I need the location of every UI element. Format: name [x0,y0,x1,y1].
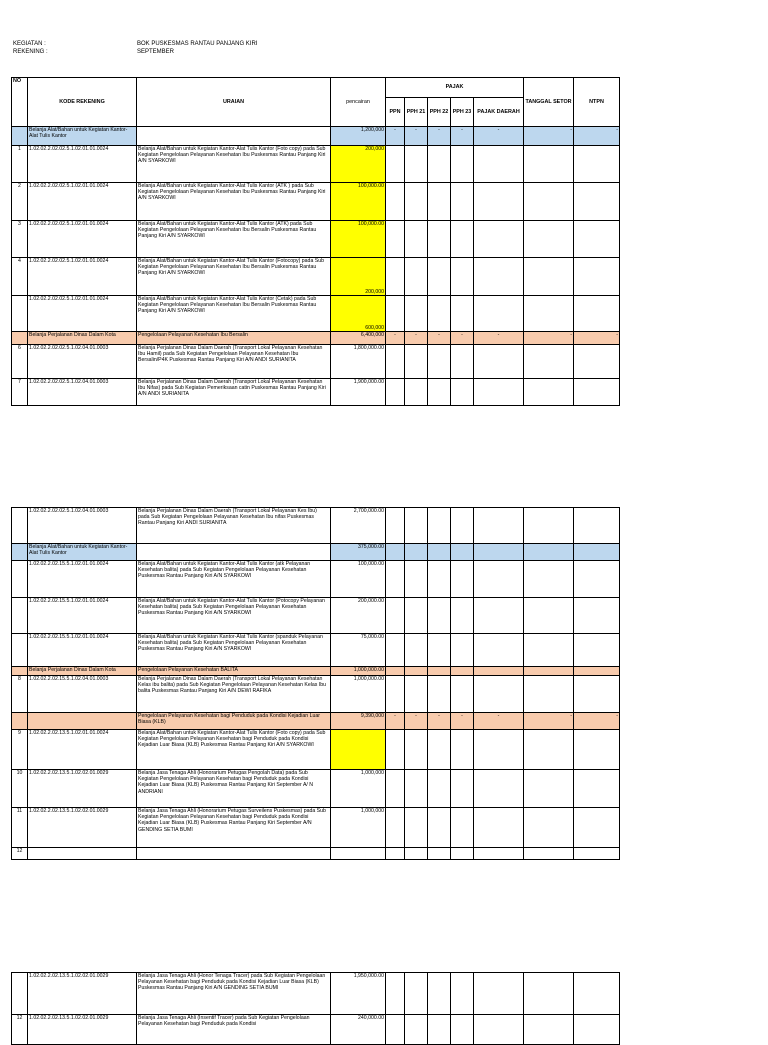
row-no [12,667,28,676]
kode-rekening: 1.02.02.2.02.13.5.1.02.01.01.0024 [28,730,137,770]
tax-cell [574,770,620,808]
row-no: 8 [12,676,28,713]
col-pencairan: pencairan [331,78,386,127]
uraian: Belanja Alat/Bahan untuk Kegiatan Kantor-Alat Tulis Kantor (Cetak) pada Sub Kegiatan Pengelolaan Pelayanan Kesehatan Ibu Bersalin Puskesmas Rantau Panjang Kiri A/N SYARKOWI [137,296,331,332]
tax-cell [386,730,405,770]
tax-cell: - [574,713,620,730]
tax-cell [474,770,524,808]
row-no: 12 [12,848,28,860]
col-pajak-daerah: PAJAK DAERAH [474,98,524,127]
tax-cell: - [574,127,620,146]
tax-cell [474,561,524,598]
spending-table-page-2 [11,507,620,860]
tax-cell [428,544,451,561]
group-total: 1,000,000.00 [331,667,386,676]
tax-cell [428,561,451,598]
group-uraian [137,127,331,146]
table-row [12,508,620,544]
tax-cell [574,379,620,406]
tax-cell [428,808,451,848]
pencairan-amount: 100,000.00 [331,183,386,221]
group-row [12,667,620,676]
pencairan-amount: 100,000.00 [331,221,386,258]
group-total: 375,000.00 [331,544,386,561]
kode-rekening: 1.02.02.2.02.02.5.1.02.04.01.0003 [28,379,137,406]
tax-cell [574,345,620,379]
row-no [12,561,28,598]
spending-table-page-1 [11,77,620,406]
table-row [12,676,620,713]
tax-cell [524,598,574,634]
tax-cell [574,221,620,258]
tax-cell [474,634,524,667]
uraian: Belanja Perjalanan Dinas Dalam Daerah (Transport Lokal Pelayanan Kesehatan Ibu Nifas) pada Sub Kegiatan Pemeriksaan catin Puskesmas Rantau Panjang Kiri A/N ANDI SURIANITA [137,379,331,406]
pencairan-amount: 1,000,000 [331,808,386,848]
tax-cell [474,146,524,183]
uraian: Belanja Alat/Bahan untuk Kegiatan Kantor-Alat Tulis Kantor (Fotocopy) pada Sub Kegiatan Pengelolaan Pelayanan Kesehatan Ibu Bersalin Puskesmas Rantau Panjang Kiri A/N SYARKOWI [137,258,331,296]
tax-cell [574,598,620,634]
uraian [137,848,331,860]
uraian: Belanja Jasa Tenaga Ahli (Honorarium Petugas Surveilens Puskesmas) pada Sub Kegiatan Pengelolaan Pelayanan Kesehatan bagi Penduduk pada Kondisi Kejadian Luar Biasa (KLB) Puskesmas Rantau Panjang Kiri September A/N GENDING SETIA BUMI [137,808,331,848]
group-row [12,544,620,561]
tax-cell [451,730,474,770]
row-no: 4 [12,258,28,296]
rekening-label: REKENING : [13,49,48,55]
tax-cell [405,183,428,221]
tax-cell [524,848,574,860]
tax-cell [428,730,451,770]
tax-cell [474,808,524,848]
group-uraian [137,544,331,561]
tax-cell [451,848,474,860]
tax-cell [405,808,428,848]
table-row [12,146,620,183]
table-row [12,221,620,258]
tax-cell [428,345,451,379]
tax-cell [474,544,524,561]
pencairan-amount: 1,000,000.00 [331,676,386,713]
group-kode: Belanja Alat/Bahan untuk Kegiatan Kantor-Alat Tulis Kantor [28,127,137,146]
tax-cell [524,1015,574,1045]
pencairan-amount: 200,000 [331,258,386,296]
tax-cell [386,598,405,634]
tax-cell [428,258,451,296]
tax-cell [428,770,451,808]
tax-cell [386,808,405,848]
tax-cell [428,183,451,221]
row-no [12,508,28,544]
tax-cell [386,676,405,713]
col-tanggal-setor: TANGGAL SETOR [524,78,574,127]
uraian: Belanja Alat/Bahan untuk Kegiatan Kantor-Alat Tulis Kantor (ATK) pada Sub Kegiatan Pengelolaan Pelayanan Kesehatan Ibu Bersalin Puskesmas Rantau Panjang Kiri A/N SYARKOWI [137,221,331,258]
group-total: 1,200,000 [331,127,386,146]
tax-cell [405,258,428,296]
tax-cell [574,146,620,183]
uraian: Belanja Alat/Bahan untuk Kegiatan Kantor-Alat Tulis Kantor (spanduk Pelayanan Kesehatan balita) pada Sub Kegiatan Pengelolaan Pelayanan Kesehatan Puskesmas Rantau Panjang Kiri A/N SYARKOWI [137,634,331,667]
tax-cell [405,676,428,713]
pencairan-amount: 240,000.00 [331,1015,386,1045]
group-row [12,332,620,345]
tax-cell [574,848,620,860]
tax-cell [524,379,574,406]
tax-cell: - [451,127,474,146]
tax-cell [574,508,620,544]
uraian: Belanja Alat/Bahan untuk Kegiatan Kantor-Alat Tulis Kantor (Foto copy) pada Sub Kegiatan Pengelolaan Pelayanan Kesehatan bagi Penduduk pada Kondisi Kejadian Luar Biasa (KLB) Puskesmas Rantau Panjang Kiri A/N SYARKOWI [137,730,331,770]
tax-cell [524,808,574,848]
tax-cell [428,146,451,183]
table-row [12,808,620,848]
tax-cell: - [405,127,428,146]
tax-cell [574,676,620,713]
uraian: Belanja Perjalanan Dinas Dalam Daerah (Transport Lokal Pelayanan Kesehatan Ibu Hamil) pada Sub Kegiatan Pengelolaan Pelayanan Kesehatan Ibu Bersalin/P4K Puskesmas Rantau Panjang Kiri A/N ANDI SURIANITA [137,345,331,379]
kode-rekening: 1.02.02.2.02.15.5.1.02.01.01.0024 [28,561,137,598]
tax-cell [405,379,428,406]
pencairan-amount: 100,000.00 [331,561,386,598]
tax-cell [386,1015,405,1045]
tax-cell [405,345,428,379]
uraian: Belanja Alat/Bahan untuk Kegiatan Kantor-Alat Tulis Kantor (atk Pelayanan Kesehatan balita) pada Sub Kegiatan Pengelolaan Pelayanan Kesehatan Puskesmas Rantau Panjang Kiri A/N SYARKOWI [137,561,331,598]
tax-cell [451,345,474,379]
row-no: 1 [12,146,28,183]
uraian: Belanja Perjalanan Dinas Dalam Daerah (Transport Lokal Pelayanan Kes Ibu) pada Sub Kegiatan Pengelolaan Pelayanan Kesehatan Ibu nifas Puskesmas Rantau Panjang Kiri ANDI SURIANITA [137,508,331,544]
tax-cell: - [386,127,405,146]
tax-cell [451,183,474,221]
tax-cell: - [428,127,451,146]
uraian: Belanja Jasa Tenaga Ahli (Insentif Tracer) pada Sub Kegiatan Pengelolaan Pelayanan Kesehatan bagi Penduduk pada Kondisi [137,1015,331,1045]
kegiatan-label: KEGIATAN : [13,41,46,47]
tax-cell [405,973,428,1015]
table-row [12,183,620,221]
tax-cell [405,221,428,258]
kode-rekening: 1.02.02.2.02.02.5.1.02.01.01.0024 [28,258,137,296]
uraian: Belanja Alat/Bahan untuk Kegiatan Kantor-Alat Tulis Kantor (ATK ) pada Sub Kegiatan Pengelolaan Pelayanan Kesehatan Ibu Puskesmas Rantau Panjang Kiri A/N SYARKOWI [137,183,331,221]
tax-cell [451,598,474,634]
tax-cell [386,379,405,406]
group-row [12,713,620,730]
group-uraian: Pengelolaan Pelayanan Kesehatan Ibu Bersalin [137,332,331,345]
group-kode: Belanja Perjalanan Dinas Dalam Kota [28,332,137,345]
tax-cell [474,258,524,296]
tax-cell [574,544,620,561]
tax-cell [524,561,574,598]
group-uraian: Pengelolaan Pelayanan Kesehatan bagi Penduduk pada Kondisi Kejadian Luar Biasa (KLB) [137,713,331,730]
row-no [12,973,28,1015]
tax-cell: - [474,127,524,146]
tax-cell [524,183,574,221]
pencairan-amount: 1,900,000.00 [331,379,386,406]
row-no: 7 [12,379,28,406]
col-no: NO [12,78,28,127]
tax-cell [386,667,405,676]
tax-cell [574,258,620,296]
table-row [12,296,620,332]
tax-cell: - [386,713,405,730]
tax-cell [428,379,451,406]
kode-rekening: 1.02.02.2.02.02.5.1.02.01.01.0024 [28,221,137,258]
tax-cell [405,146,428,183]
tax-cell [474,221,524,258]
tax-cell [474,296,524,332]
tax-cell: - [524,127,574,146]
tax-cell [405,730,428,770]
table-row [12,973,620,1015]
tax-cell [405,561,428,598]
tax-cell [386,258,405,296]
tax-cell [524,973,574,1015]
tax-cell [386,634,405,667]
tax-cell [451,667,474,676]
tax-cell [474,508,524,544]
pencairan-amount [331,730,386,770]
col-kode-rekening: KODE REKENING [28,78,137,127]
tax-cell: - [524,332,574,345]
col-pph22: PPH 22 [428,98,451,127]
tax-cell [386,973,405,1015]
tax-cell [524,730,574,770]
tax-cell [524,221,574,258]
uraian: Belanja Alat/Bahan untuk Kegiatan Kantor-Alat Tulis Kantor (Foto copy) pada Sub Kegiatan Pengelolaan Pelayanan Kesehatan Ibu Puskesmas Rantau Panjang Kiri A/N SYARKOWI [137,146,331,183]
tax-cell [405,508,428,544]
row-no: 10 [12,770,28,808]
kode-rekening: 1.02.02.2.02.13.5.1.02.02.01.0029 [28,1015,137,1045]
pencairan-amount: 1,000,000 [331,770,386,808]
pencairan-amount: 600,000 [331,296,386,332]
tax-cell [451,634,474,667]
tax-cell [524,258,574,296]
tax-cell [386,544,405,561]
col-ntpn: NTPN [574,78,620,127]
group-uraian: Pengelolaan Pelayanan Kesehatan BALITA [137,667,331,676]
tax-cell: - [428,713,451,730]
row-no: 2 [12,183,28,221]
tax-cell [428,667,451,676]
kode-rekening: 1.02.02.2.02.02.5.1.02.04.01.0003 [28,508,137,544]
group-kode: Belanja Perjalanan Dinas Dalam Kota [28,667,137,676]
kode-rekening [28,848,137,860]
tax-cell: - [428,332,451,345]
tax-cell [451,146,474,183]
tax-cell [574,667,620,676]
group-kode [28,713,137,730]
tax-cell [428,973,451,1015]
tax-cell [524,770,574,808]
group-total: 6,400,000 [331,332,386,345]
row-no [12,598,28,634]
tax-cell [451,258,474,296]
tax-cell [428,221,451,258]
tax-cell: - [474,713,524,730]
tax-cell [386,221,405,258]
tax-cell [451,544,474,561]
tax-cell [474,676,524,713]
tax-cell [474,730,524,770]
tax-cell [428,598,451,634]
tax-cell [451,1015,474,1045]
row-no [12,127,28,146]
tax-cell: - [474,332,524,345]
kode-rekening: 1.02.02.2.02.13.5.1.02.02.01.0029 [28,808,137,848]
tax-cell [574,973,620,1015]
pencairan-amount: 200,000 [331,146,386,183]
tax-cell [405,598,428,634]
tax-cell [386,561,405,598]
col-uraian: URAIAN [137,78,331,127]
tax-cell [574,183,620,221]
tax-cell [428,508,451,544]
tax-cell [574,1015,620,1045]
kode-rekening: 1.02.02.2.02.13.5.1.02.02.01.0029 [28,973,137,1015]
group-total: 9,390,000 [331,713,386,730]
tax-cell [405,544,428,561]
tax-cell [451,561,474,598]
tax-cell [474,345,524,379]
tax-cell [386,508,405,544]
tax-cell [451,676,474,713]
row-no: 9 [12,730,28,770]
table-row [12,379,620,406]
tax-cell [474,1015,524,1045]
uraian: Belanja Alat/Bahan untuk Kegiatan Kantor-Alat Tulis Kantor (Potocopy Pelayanan Kesehatan balita) pada Sub Kegiatan Pengelolaan Pelayanan Kesehatan Puskesmas Rantau Panjang Kiri A/N SYARKOWI [137,598,331,634]
row-no [12,296,28,332]
tax-cell [574,634,620,667]
tax-cell: - [386,332,405,345]
tax-cell: - [405,332,428,345]
tax-cell [386,770,405,808]
tax-cell [574,808,620,848]
tax-cell [474,667,524,676]
kode-rekening: 1.02.02.2.02.02.5.1.02.04.01.0003 [28,345,137,379]
tax-cell [524,296,574,332]
tax-cell [524,667,574,676]
kode-rekening: 1.02.02.2.02.02.5.1.02.01.01.0024 [28,296,137,332]
row-no [12,544,28,561]
table-row [12,730,620,770]
kode-rekening: 1.02.02.2.02.15.5.1.02.01.01.0024 [28,634,137,667]
tax-cell [386,848,405,860]
tax-cell [451,770,474,808]
spending-table-page-3 [11,972,620,1045]
table-row [12,634,620,667]
table-row [12,770,620,808]
group-kode: Belanja Alat/Bahan untuk Kegiatan Kantor-Alat Tulis Kantor [28,544,137,561]
tax-cell [386,345,405,379]
kode-rekening: 1.02.02.2.02.15.5.1.02.04.01.0003 [28,676,137,713]
tax-cell [474,598,524,634]
pencairan-amount: 1,800,000.00 [331,345,386,379]
pencairan-amount: 1,950,000.00 [331,973,386,1015]
tax-cell [386,296,405,332]
uraian: Belanja Perjalanan Dinas Dalam Daerah (Transport Lokal Pelayanan Kesehatan Kelas ibu balita) pada Sub Kegiatan Pengelolaan Pelayanan Kesehatan Kelas Ibu balita Puskesmas Rantau Panjang Kiri A/N DEWI RAFIKA [137,676,331,713]
row-no [12,332,28,345]
tax-cell [524,146,574,183]
tax-cell [386,183,405,221]
tax-cell [524,676,574,713]
tax-cell [405,296,428,332]
table-row [12,258,620,296]
tax-cell [405,667,428,676]
tax-cell [574,296,620,332]
pencairan-amount [331,848,386,860]
tax-cell [428,848,451,860]
tax-cell: - [451,713,474,730]
row-no [12,634,28,667]
tax-cell [405,848,428,860]
kode-rekening: 1.02.02.2.02.02.5.1.02.01.01.0024 [28,183,137,221]
kode-rekening: 1.02.02.2.02.15.5.1.02.01.01.0024 [28,598,137,634]
rekening-value: SEPTEMBER [137,49,175,55]
col-pph23: PPH 23 [451,98,474,127]
tax-cell [524,544,574,561]
tax-cell [428,296,451,332]
table-row [12,848,620,860]
tax-cell [474,183,524,221]
tax-cell [405,1015,428,1045]
row-no: 6 [12,345,28,379]
tax-cell [574,730,620,770]
tax-cell: - [451,332,474,345]
row-no [12,713,28,730]
tax-cell [451,296,474,332]
col-ppn: PPN [386,98,405,127]
tax-cell [524,508,574,544]
tax-cell [474,379,524,406]
tax-cell [428,676,451,713]
tax-cell [451,973,474,1015]
tax-cell [428,634,451,667]
table-row [12,1015,620,1045]
kegiatan-value: BOK PUSKESMAS RANTAU PANJANG KIRI [137,41,258,47]
tax-cell: - [524,713,574,730]
tax-cell [405,634,428,667]
tax-cell [451,508,474,544]
tax-cell [405,770,428,808]
group-row [12,127,620,146]
col-pph21: PPH 21 [405,98,428,127]
uraian: Belanja Jasa Tenaga Ahli (Honorarium Petugas Pengolah Data) pada Sub Kegiatan Pengelolaan Pelayanan Kesehatan bagi Penduduk pada Kondisi Kejadian Luar Biasa (KLB) Puskesmas Rantau Panjang Kiri September A/ N ANDRIANI [137,770,331,808]
table-row [12,561,620,598]
col-pajak: PAJAK [386,78,524,98]
tax-cell [428,1015,451,1045]
row-no: 3 [12,221,28,258]
tax-cell: - [405,713,428,730]
row-no: 12 [12,1015,28,1045]
tax-cell [451,379,474,406]
tax-cell [524,345,574,379]
tax-cell [451,221,474,258]
pencairan-amount: 75,000.00 [331,634,386,667]
row-no: 11 [12,808,28,848]
kode-rekening: 1.02.02.2.02.02.5.1.02.01.01.0024 [28,146,137,183]
kode-rekening: 1.02.02.2.02.13.5.1.02.02.01.0029 [28,770,137,808]
uraian: Belanja Jasa Tenaga Ahli (Honor Tenaga Tracer) pada Sub Kegiatan Pengelolaan Pelayanan Kesehatan bagi Penduduk pada Kondisi Kejadian Luar Biasa (KLB) Puskesmas Rantau Panjang Kiri A/N GENDING SETIA BUMI [137,973,331,1015]
table-row [12,598,620,634]
tax-cell [386,146,405,183]
tax-cell: - [574,332,620,345]
pencairan-amount: 2,700,000.00 [331,508,386,544]
pencairan-amount: 200,000.00 [331,598,386,634]
tax-cell [574,561,620,598]
tax-cell [474,973,524,1015]
tax-cell [451,808,474,848]
tax-cell [474,848,524,860]
table-row [12,345,620,379]
tax-cell [524,634,574,667]
